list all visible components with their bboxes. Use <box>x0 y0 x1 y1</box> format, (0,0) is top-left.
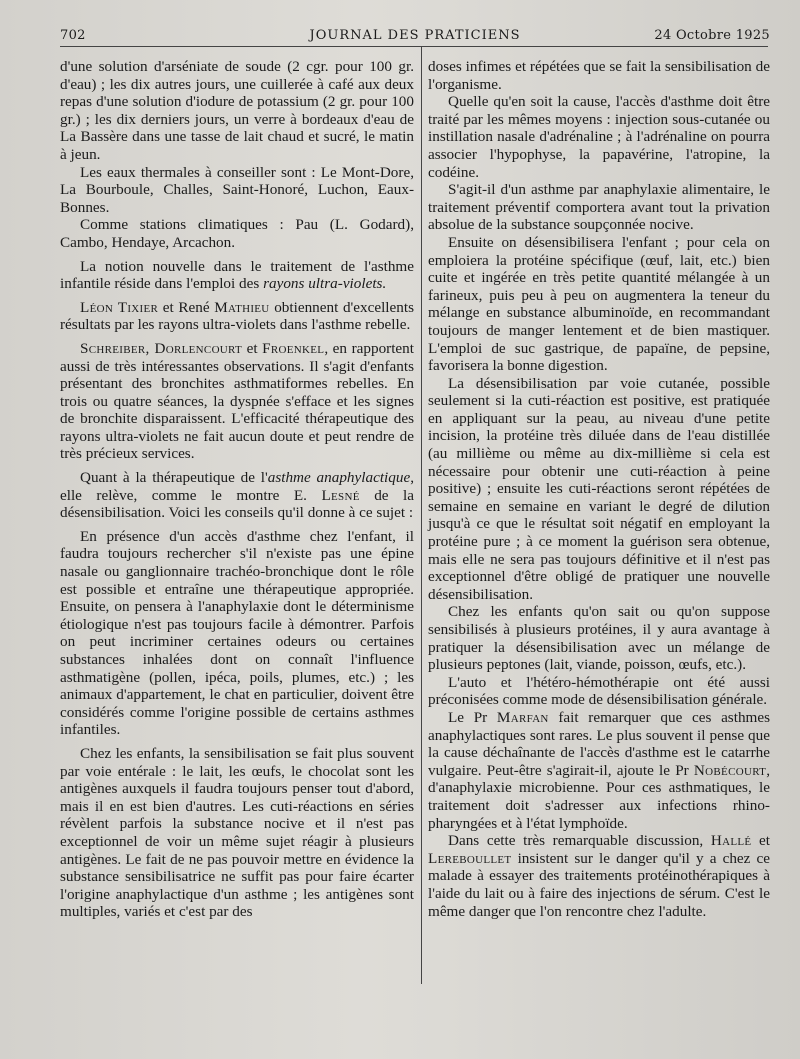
authors-schreiber-dorlencourt: Schreiber, Dorlencourt <box>80 339 243 357</box>
schreiber-text: , en rapportent aussi de très intéressantes observations. Il s'agit d'enfants présentant des bronchites asthmatiformes rebelles. En trois ou quatre séances, la dyspnée s'efface et les signes de bronchite disparaissent. L'efficacité thérapeutique des rayons ultra-violets ne fait aucun doute et peut rendre de très précieux services. <box>60 339 414 463</box>
connector-et: et <box>242 339 263 357</box>
paragraph-anaphylaxie-alimentaire: S'agit-il d'un asthme par anaphylaxie alimentaire, le traitement préventif comportera avant tout la privation absolue de la substance soupçonnée nocive. <box>428 181 770 234</box>
author-mathieu: Mathieu <box>214 298 270 316</box>
right-column <box>428 58 770 920</box>
lesne-intro: Quant à la thérapeutique de l' <box>80 469 268 487</box>
tixier-text: obtiennent d'excellents résultats par les rayons ultra-violets dans l'asthme rebelle. <box>60 298 414 334</box>
issue-date: 24 Octobre 1925 <box>654 28 770 43</box>
journal-title: JOURNAL DES PRATICIENS <box>309 28 521 43</box>
marfan-intro: Le Pr <box>448 708 497 726</box>
discussion-intro: Dans cette très remarquable discussion, <box>448 832 711 850</box>
rayons-text: La notion nouvelle dans le traitement de l'asthme infantile réside dans l'emploi des <box>60 257 414 293</box>
author-lesne: Lesné <box>321 486 360 504</box>
discussion-after: insistent sur le danger qu'il y a chez ce malade à essayer des traitements protéinothérapiques à l'aide du lait ou à faire des injections de sérum. C'est le même danger que l'on rencontre chez l'adulte. <box>428 849 770 920</box>
author-marfan: Marfan <box>496 708 549 726</box>
paragraph-plusieurs-proteines: Chez les enfants qu'on sait ou qu'on suppose sensibilisés à plusieurs protéines, il y aura avantage à pratiquer la désensibilisation avec un mélange de plusieurs peptones (lait, viande, poisson, œufs, etc.). <box>428 603 770 674</box>
author-tixier: Léon Tixier <box>80 298 159 316</box>
author-halle: Hallé <box>710 832 752 850</box>
paragraph-asthme-anaphylactique <box>60 469 414 522</box>
author-lereboullet: Lereboullet <box>428 849 512 867</box>
author-froenkel: Froenkel <box>262 339 325 357</box>
paragraph-arseniate: d'une solution d'arséniate de soude (2 cgr. pour 100 gr. d'eau) ; les dix autres jours, une cuillerée à café aux deux repas d'une solution d'iodure de potassium (2 gr. pour 100 gr.) ; les dix derniers jours, un verre à bordeaux d'eau de La Bassère dans une tasse de lait chaud et sucré, le matin à jeun. <box>60 58 414 163</box>
paragraph-discussion <box>428 832 770 920</box>
marfan-mid: fait remarquer que ces asthmes anaphylactiques sont rares. Le plus souvent il pense que la cause déchaînante de l'accès d'asthme est le catarrhe vulgaire. Peut-être s'agirait-il, ajoute le Pr <box>428 708 770 779</box>
paragraph-eaux-thermales: Les eaux thermales à conseiller sont : Le Mont-Dore, La Bourboule, Challes, Saint-Honoré, Luchon, Eaux-Bonnes. <box>60 163 414 216</box>
connector-text: et René <box>158 298 215 316</box>
marfan-after: , d'anaphylaxie microbienne. Pour ces asthmatiques, le traitement doit s'adresser aux infections rhino-pharyngées et à l'état lymphoïde. <box>428 761 770 832</box>
paragraph-doses-infimes: doses infimes et répétées que se fait la sensibilisation de l'organisme. <box>428 58 770 93</box>
page-header <box>60 28 770 48</box>
paragraph-traitement-acces: Quelle qu'en soit la cause, l'accès d'asthme doit être traité par les mêmes moyens : injection sous-cutanée ou instillation nasale d'adrénaline ; à l'adrénaline on pourra associer l'hypophyse, la papavérine, l'atropine, la codéine. <box>428 93 770 181</box>
discussion-et: et <box>751 832 770 850</box>
paragraph-sensibilisation: Chez les enfants, la sensibilisation se fait plus souvent par voie entérale : le lait, les œufs, le chocolat sont les antigènes auxquels il faudra toujours penser tout d'abord, mais il en est bien d'autres. Les cuti-réactions en séries révèlent parfois la substance nocive et il n'est pas exceptionnel de voir un même sujet réagir à plusieurs antigènes. Le fait de ne pas pouvoir mettre en évidence la substance sensibilisatrice ne suffit pas pour faire écarter l'origine anaphylactique d'un asthme ; les antigènes sont multiples, variés et c'est par des <box>60 744 414 921</box>
paragraph-desensibilisation-orale: Ensuite on désensibilisera l'enfant ; pour cela on emploiera la protéine spécifique (œuf, lait, etc.) bien cuite et ingérée en très petite quantité mélangée à un farineux, puis peu à peu on augmentera la teneur du mélange en substance albuminoïde, en recommandant toujours de manger lentement et de bien mastiquer. L'emploi de suc gastrique, de papaïne, de pepsine, favorisera la bonne digestion. <box>428 233 770 375</box>
paragraph-hemotherapie: L'auto et l'hétéro-hémothérapie ont été aussi préconisées comme mode de désensibilisation générale. <box>428 673 770 709</box>
paragraph-acces-asthme: En présence d'un accès d'asthme chez l'enfant, il faudra toujours rechercher s'il n'existe pas une épine nasale ou ganglionnaire trachéo-bronchique dont le rôle est possible et entraîne une thérapeutique appropriée. Ensuite, on pensera à l'anaphylaxie dont le déterminisme étiologique n'est pas toujours facile à démontrer. Parfois on peut incriminer certaines odeurs ou certaines substances inhalées dont on connaît l'influence asthmatigène (pollen, ipéca, poils, plumes, etc.) ; les animaux d'appartement, le chat en particulier, doivent être considérés comme l'origine possible de certains asthmes infantiles. <box>60 527 414 739</box>
page-number: 702 <box>60 28 86 43</box>
lesne-mid: , elle relève, comme le montre E. <box>60 469 414 504</box>
paragraph-stations-climatiques: Comme stations climatiques : Pau (L. Godard), Cambo, Hendaye, Arcachon. <box>60 216 414 251</box>
column-divider <box>421 46 422 984</box>
paragraph-schreiber <box>60 340 414 463</box>
left-column <box>60 58 414 921</box>
paragraph-voie-cutanee: La désensibilisation par voie cutanée, possible seulement si la cuti-réaction est positive, est pratiquée en appliquant sur la peau, au niveau d'une petite incision, la protéine très diluée dans de l'eau distillée (au millième ou même au dix-millième si cela est nécessaire pour obtenir une cuti-réaction à peine positive) ; ensuite les cuti-réactions seront répétées de semaine en semaine en variant le degré de dilution jusqu'à ce que le résultat soit négatif en employant la protéine pure ; à ce moment la guérison sera obtenue, mais elle ne sera pas toujours définitive et il n'est pas exceptionnel d'être obligé de pratiquer une nouvelle désensibilisation. <box>428 374 770 603</box>
author-nobecourt: Nobécourt <box>693 761 767 779</box>
header-rule <box>60 46 768 47</box>
paragraph-rayons-uv <box>60 258 414 293</box>
lesne-after: de la désensibilisation. Voici les conseils qu'il donne à ce sujet : <box>60 486 414 522</box>
rayons-italic: rayons ultra-violets. <box>263 275 387 293</box>
asthme-anaphylactique-italic: asthme anaphylactique <box>267 469 411 487</box>
paragraph-tixier-mathieu <box>60 299 414 334</box>
paragraph-marfan <box>428 709 770 832</box>
